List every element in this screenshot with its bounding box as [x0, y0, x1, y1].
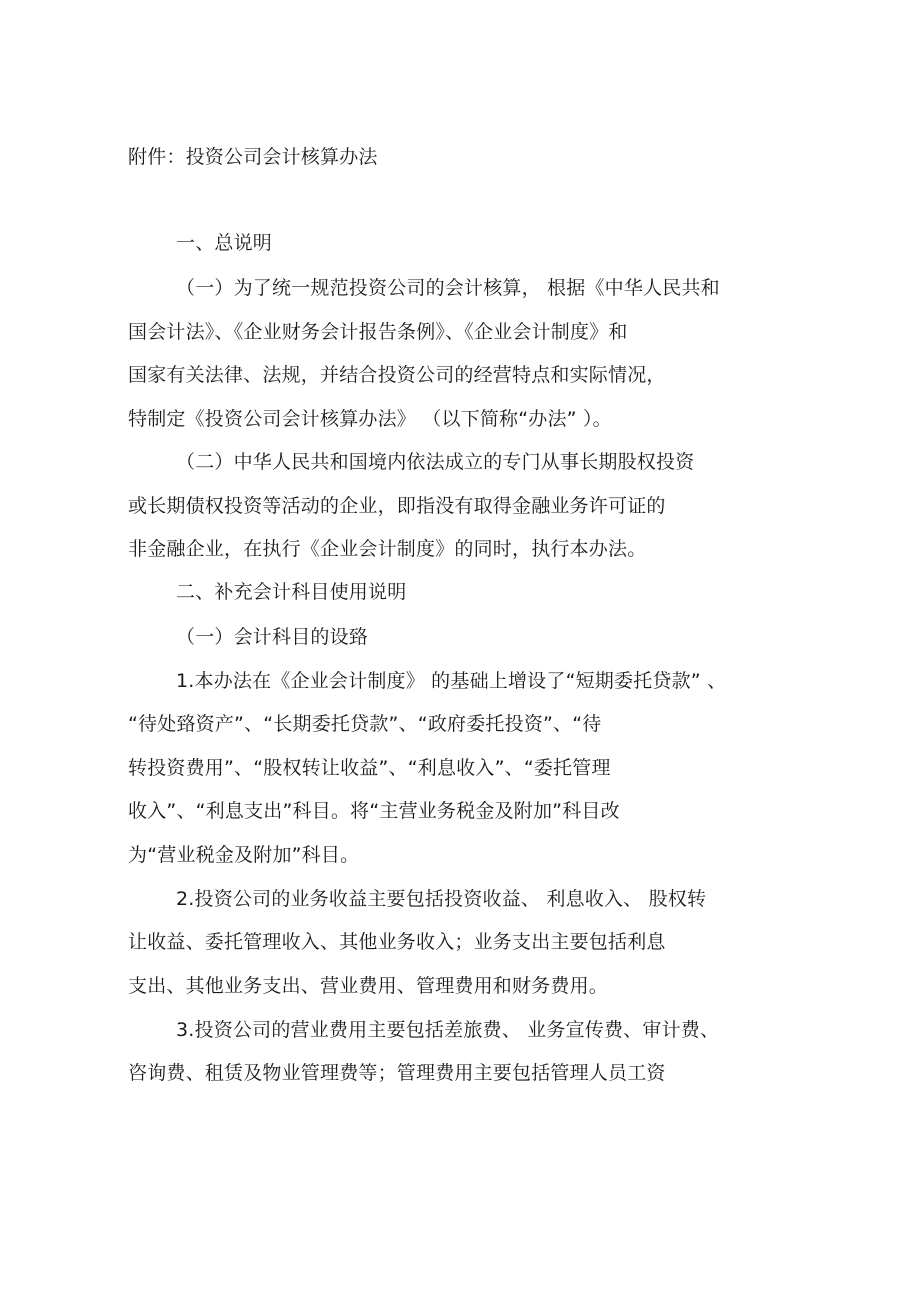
paragraph-line: （二）中华人民共和国境内依法成立的专门从事长期股权投资	[176, 451, 695, 473]
paragraph-line: 支出、其他业务支出、营业费用、管理费用和财务费用。	[128, 975, 609, 997]
paragraph-line: 让收益、委托管理收入、其他业务收入；业务支出主要包括利息	[128, 931, 666, 953]
paragraph-line: 3.投资公司的营业费用主要包括差旅费、 业务宣传费、审计费、	[176, 1019, 720, 1041]
paragraph-line: 国家有关法律、法规，并结合投资公司的经营特点和实际情况，	[128, 364, 666, 386]
paragraph-line: （一）为了统一规范投资公司的会计核算， 根据《中华人民共和	[176, 277, 720, 299]
paragraph-line: 1.本办法在《企业会计制度》 的基础上增设了“短期委托贷款” 、	[176, 670, 727, 692]
paragraph-line: 特制定《投资公司会计核算办法》 （以下简称“办法” ）。	[128, 408, 612, 430]
document-title: 附件：投资公司会计核算办法	[128, 146, 378, 168]
paragraph-line: 2.投资公司的业务收益主要包括投资收益、 利息收入、 股权转	[176, 888, 707, 910]
paragraph-line: 咨询费、租赁及物业管理费等；管理费用主要包括管理人员工资	[128, 1062, 666, 1084]
paragraph-line: 转投资费用”、“股权转让收益”、“利息收入”、“委托管理	[128, 757, 611, 779]
paragraph-line: 或长期债权投资等活动的企业，即指没有取得金融业务许可证的	[128, 495, 666, 517]
paragraph-line: “待处臵资产”、“长期委托贷款”、“政府委托投资”、“待	[128, 713, 602, 735]
section-heading-general: 一、总说明	[176, 232, 273, 254]
subsection-heading: （一）会计科目的设臵	[176, 626, 369, 648]
paragraph-line: 非金融企业，在执行《企业会计制度》的同时，执行本办法。	[128, 538, 647, 560]
paragraph-line: 收入”、“利息支出”科目。将“主营业务税金及附加”科目改	[128, 800, 620, 822]
section-heading-accounts: 二、补充会计科目使用说明	[176, 581, 407, 603]
paragraph-line: 国会计法》、《企业财务会计报告条例》、《企业会计制度》和	[128, 321, 628, 343]
paragraph-line: 为“营业税金及附加”科目。	[128, 844, 360, 866]
